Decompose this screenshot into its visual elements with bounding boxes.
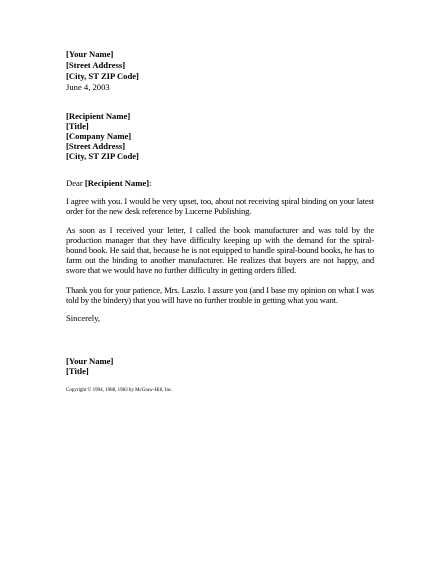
signature-title: [Title] — [66, 366, 89, 376]
sender-name: [Your Name] — [66, 49, 114, 59]
recipient-title: [Title] — [66, 121, 89, 131]
letter-date: June 4, 2003 — [66, 82, 110, 92]
sender-street: [Street Address] — [66, 60, 126, 70]
salutation-recipient: [Recipient Name] — [84, 178, 150, 188]
signature-name: [Your Name] — [66, 356, 114, 366]
copyright-notice: Copyright © 1994, 1988, 1983 by McGraw-Hill, Inc. — [66, 388, 173, 393]
body-paragraph-2: As soon as I received your letter, I called the book manufacturer and was told by the production manager that they have difficulty keeping up with the demand for the spiral-bound book. He said that, because he is not equipped to handle spiral-bound books, he has to farm out the binding to another manufacturer. He realizes that buyers are not happy, and swore that we would have no further difficulty in getting orders filled. — [66, 225, 374, 276]
sender-city: [City, ST ZIP Code] — [66, 71, 139, 81]
recipient-company: [Company Name] — [66, 131, 132, 141]
body-paragraph-1: I agree with you. I would be very upset, too, about not receiving spiral binding on your latest order for the new desk reference by Lucerne Publishing. — [66, 196, 374, 217]
salutation-prefix: Dear — [66, 178, 85, 188]
recipient-name: [Recipient Name] — [66, 111, 131, 121]
body-paragraph-3: Thank you for your patience, Mrs. Laszlo. I assure you (and I base my opinion on what I was told by the bindery) that you will have no further trouble in getting what you want. — [66, 285, 374, 306]
salutation — [66, 178, 151, 188]
recipient-street: [Street Address] — [66, 141, 126, 151]
recipient-city: [City, ST ZIP Code] — [66, 151, 139, 161]
closing: Sincerely, — [66, 313, 101, 323]
salutation-suffix: : — [149, 178, 152, 188]
